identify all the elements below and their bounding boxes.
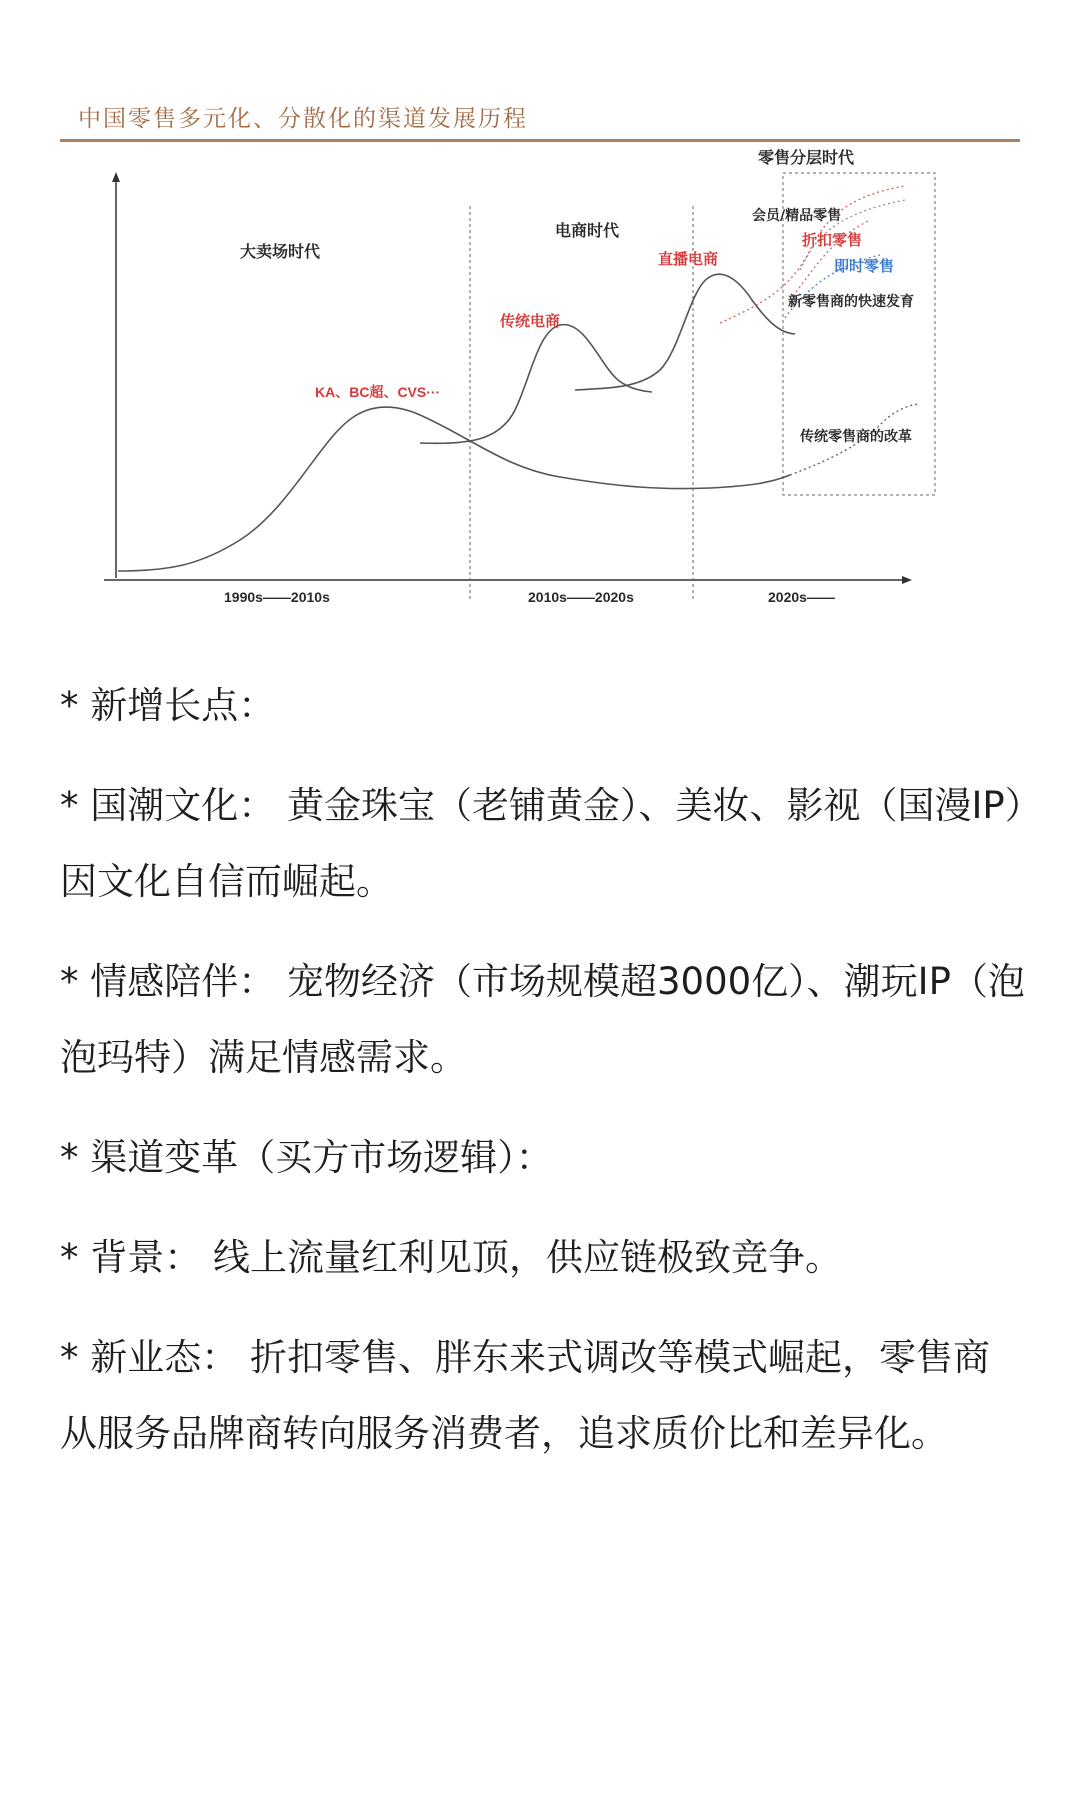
period-label-1: 1990s——2010s — [224, 589, 330, 605]
annotation-ka: KA、BC超、CVS··· — [315, 384, 441, 400]
annotation-instant: 即时零售 — [834, 257, 895, 275]
period-label-2: 2010s——2020s — [528, 589, 634, 605]
era-label-ecommerce: 电商时代 — [555, 221, 620, 240]
paragraph-guochao: * 国潮文化： 黄金珠宝（老铺黄金）、美妆、影视（国漫IP）因文化自信而崛起。 — [60, 784, 1024, 903]
annotation-discount: 折扣零售 — [802, 231, 863, 249]
annotation-live-ecommerce: 直播电商 — [658, 250, 719, 268]
retail-channel-diagram — [0, 0, 1080, 640]
era-label-layered: 零售分层时代 — [758, 148, 855, 167]
period-label-3: 2020s—— — [768, 589, 835, 605]
figure-title: 中国零售多元化、分散化的渠道发展历程 — [78, 106, 528, 132]
paragraph-new-formats: * 新业态： 折扣零售、胖东来式调改等模式崛起，零售商从服务品牌商转向服务消费者，追求质价比和差异化。 — [60, 1336, 991, 1455]
x-axis-arrow — [902, 576, 912, 584]
paragraph-background: * 背景： 线上流量红利见顶，供应链极致竞争。 — [60, 1236, 843, 1279]
hypermarket-curve — [118, 407, 790, 571]
paragraph-emotional: * 情感陪伴： 宠物经济（市场规模超3000亿）、潮玩IP（泡泡玛特）满足情感需求。 — [60, 960, 1025, 1079]
paragraph-channel-change: * 渠道变革（买方市场逻辑）： — [60, 1136, 553, 1179]
y-axis-arrow — [112, 172, 120, 182]
annotation-traditional-ecommerce: 传统电商 — [500, 312, 561, 330]
annotation-new-retail: 新零售商的快速发育 — [788, 294, 914, 310]
paragraph-growth-points: * 新增长点： — [60, 684, 276, 727]
era-label-hypermarket: 大卖场时代 — [240, 242, 321, 261]
annotation-membership: 会员/精品零售 — [752, 208, 842, 224]
traditional-ecommerce-curve — [420, 325, 652, 444]
content-text — [60, 668, 1025, 1496]
live-ecommerce-curve — [575, 274, 795, 390]
annotation-traditional-reform: 传统零售商的改革 — [800, 429, 912, 445]
